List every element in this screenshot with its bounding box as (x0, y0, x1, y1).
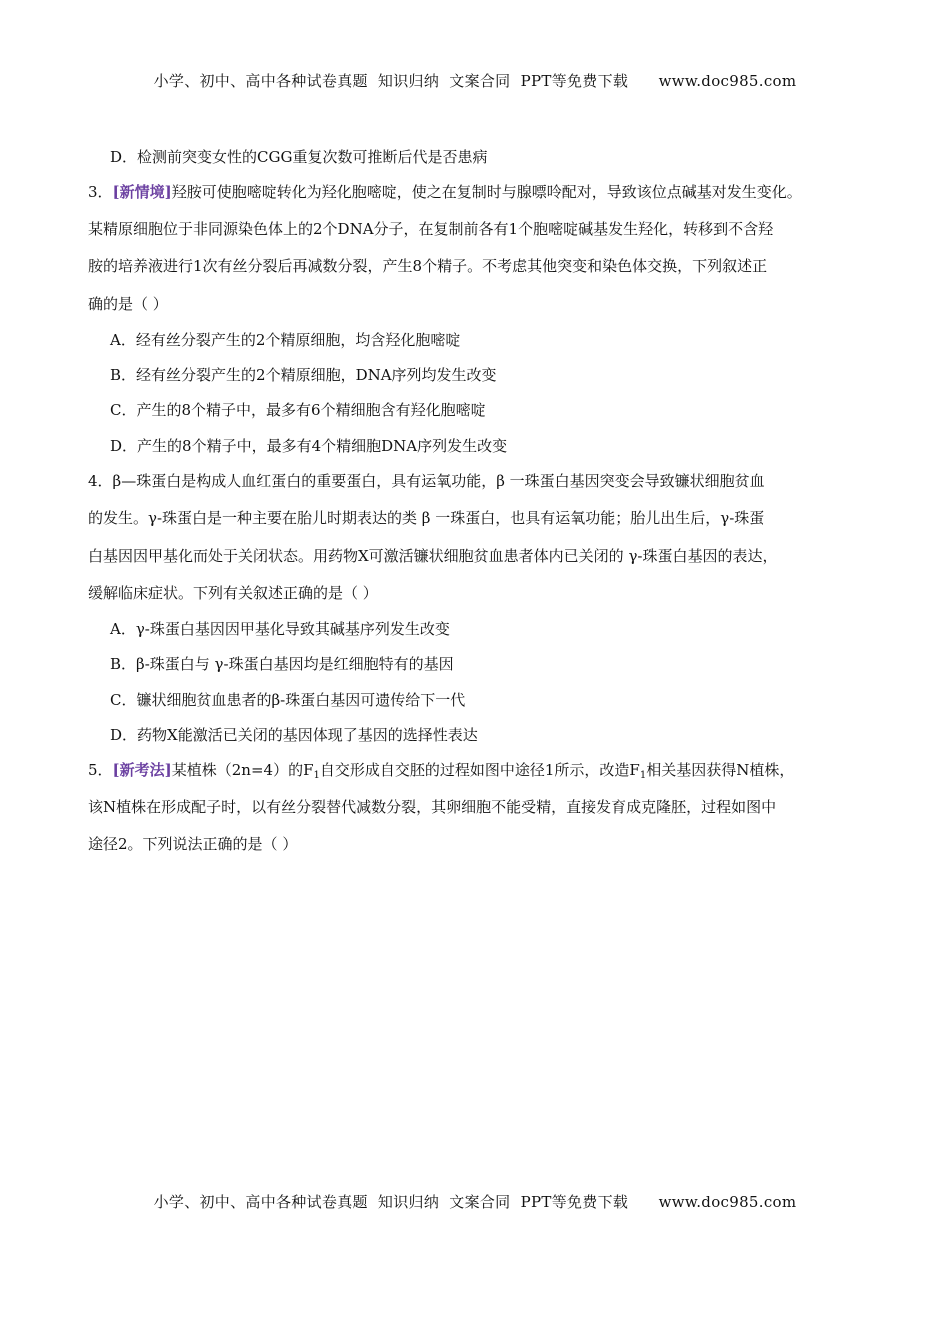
q3-option-a: A．经有丝分裂产生的2个精原细胞，均含羟化胞嘧啶 (110, 331, 461, 349)
q5-text-1b: 自交形成自交胚的过程如图中途径1所示，改造F (319, 761, 640, 779)
q3-line-1 (88, 182, 802, 202)
q3-line-4: 确的是（ ） (88, 295, 168, 313)
q4-option-d: D．药物X能激活已关闭的基因体现了基因的选择性表达 (110, 726, 478, 744)
q5-line-3: 途径2。下列说法正确的是（ ） (88, 835, 298, 853)
q5-line-2: 该N植株在形成配子时，以有丝分裂替代减数分裂，其卵细胞不能受精，直接发育成克隆胚，过程如图中 (88, 798, 777, 816)
q3-option-b: B．经有丝分裂产生的2个精原细胞，DNA序列均发生改变 (110, 366, 497, 384)
q5-subscript-1: 1 (313, 770, 320, 781)
q5-line-1 (88, 760, 794, 786)
q3-option-c: C．产生的8个精子中，最多有6个精细胞含有羟化胞嘧啶 (110, 401, 486, 419)
q3-text-1: 羟胺可使胞嘧啶转化为羟化胞嘧啶，使之在复制时与腺嘌呤配对，导致该位点碱基对发生变化。 (171, 183, 802, 201)
page-footer: 小学、初中、高中各种试卷真题 知识归纳 文案合同 PPT等免费下载 www.doc985.com (153, 1193, 797, 1211)
q3-option-d: D．产生的8个精子中，最多有4个精细胞DNA序列发生改变 (110, 437, 508, 455)
q4-line-1: 4．β—珠蛋白是构成人血红蛋白的重要蛋白，具有运氧功能，β 一珠蛋白基因突变会导致镰状细胞贫血 (88, 472, 765, 490)
q5-number: 5． (88, 761, 113, 779)
q5-text-1c: 相关基因获得N植株， (646, 761, 795, 779)
q3-tag: [新情境] (112, 183, 172, 201)
q3-line-2: 某精原细胞位于非同源染色体上的2个DNA分子，在复制前各有1个胞嘧啶碱基发生羟化，转移到不含羟 (88, 220, 774, 238)
q5-tag: [新考法] (112, 761, 172, 779)
page-header: 小学、初中、高中各种试卷真题 知识归纳 文案合同 PPT等免费下载 www.doc985.com (153, 72, 797, 90)
q4-option-a: A．γ-珠蛋白基因因甲基化导致其碱基序列发生改变 (110, 620, 450, 638)
q5-text-1a: 某植株（2n=4）的F (171, 761, 314, 779)
q4-line-4: 缓解临床症状。下列有关叙述正确的是（ ） (88, 584, 378, 602)
q3-line-3: 胺的培养液进行1次有丝分裂后再减数分裂，产生8个精子。不考虑其他突变和染色体交换，下列叙述正 (88, 257, 768, 275)
q4-line-3: 白基因因甲基化而处于关闭状态。用药物X可激活镰状细胞贫血患者体内已关闭的 γ-珠蛋白基因的表达， (88, 547, 778, 565)
q4-line-2: 的发生。γ-珠蛋白是一种主要在胎儿时期表达的类 β 一珠蛋白，也具有运氧功能；胎儿出生后，γ-珠蛋 (88, 509, 765, 527)
q5-subscript-2: 1 (639, 770, 647, 781)
q4-option-c: C．镰状细胞贫血患者的β-珠蛋白基因可遗传给下一代 (110, 691, 466, 709)
q2-option-d: D．检测前突变女性的CGG重复次数可推断后代是否患病 (110, 148, 488, 166)
q3-number: 3． (88, 183, 113, 201)
q4-option-b: B．β-珠蛋白与 γ-珠蛋白基因均是红细胞特有的基因 (110, 655, 454, 673)
